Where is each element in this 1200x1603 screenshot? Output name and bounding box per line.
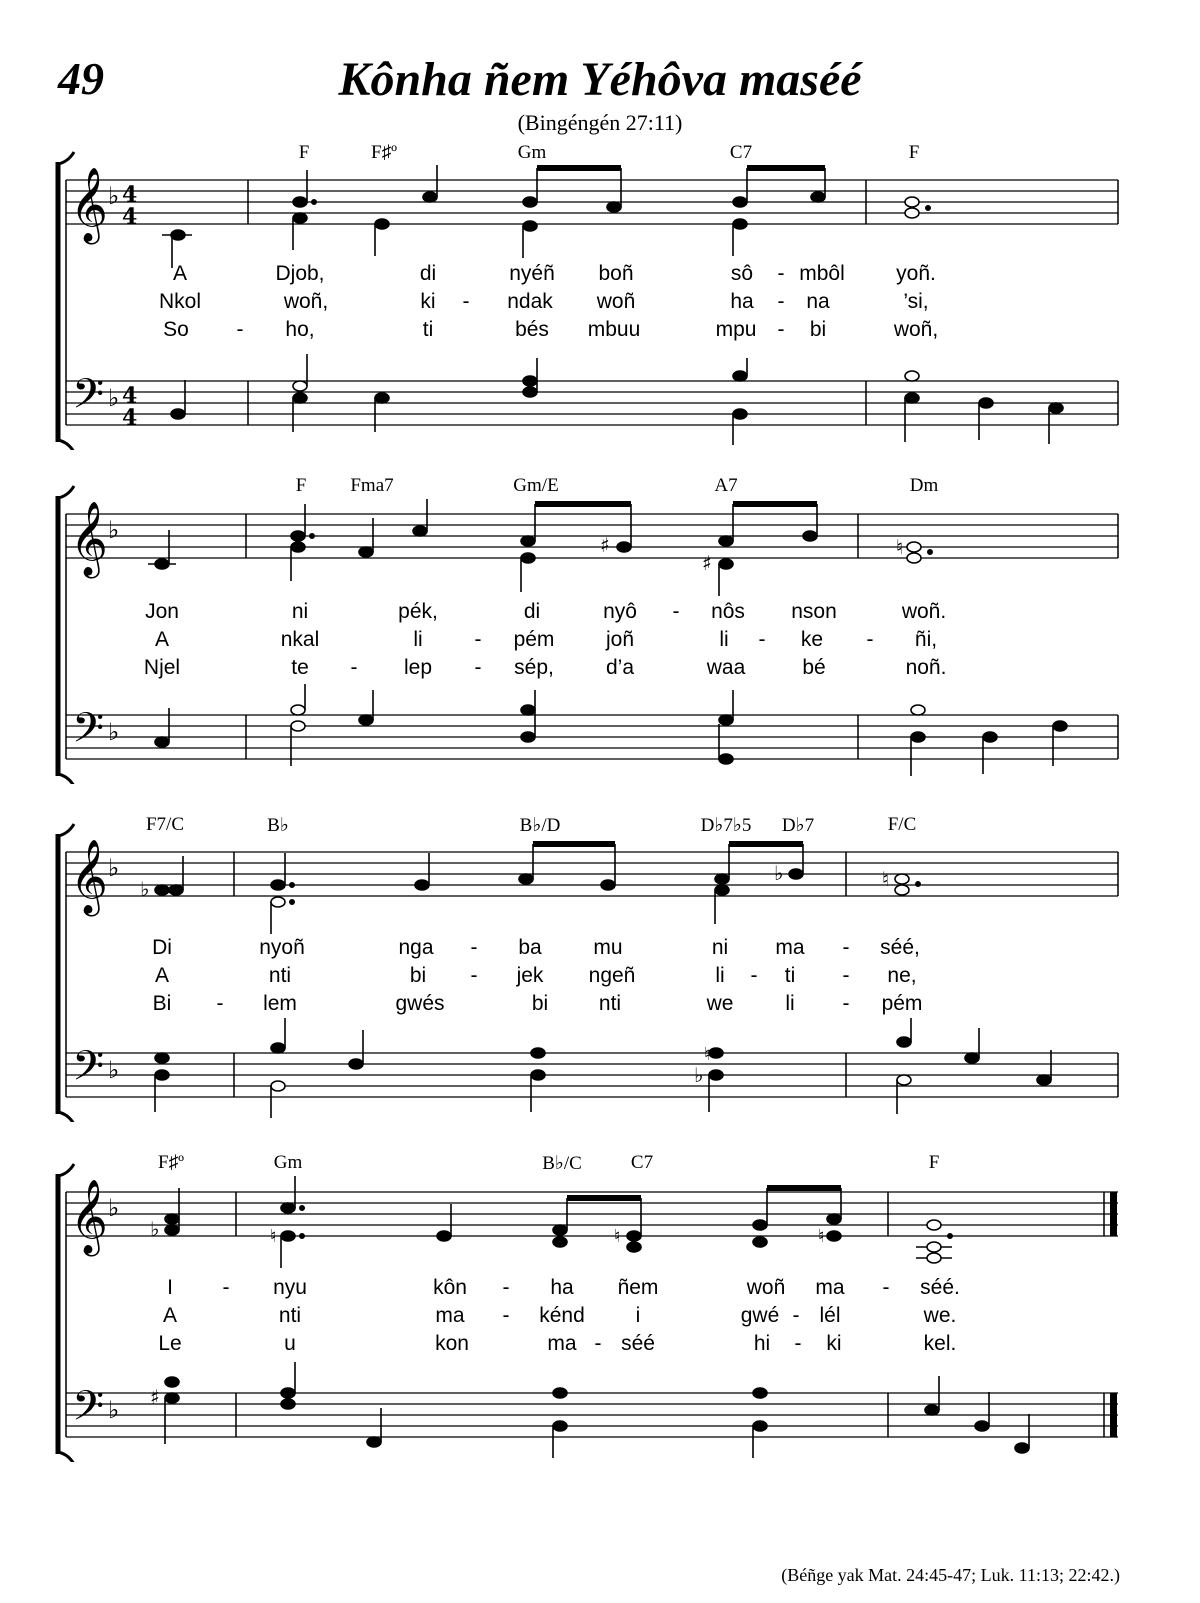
lyric-syllable: - bbox=[882, 1276, 890, 1299]
lyric-syllable: joñ bbox=[605, 628, 635, 651]
lyric-syllable: ha bbox=[550, 1276, 574, 1299]
lyric-syllable: A bbox=[172, 262, 188, 285]
chord-symbol: Dm bbox=[909, 475, 939, 496]
lyric-syllable: sép, bbox=[514, 656, 554, 679]
bass-clef-icon: 𝄢 bbox=[72, 370, 105, 428]
chord-symbol: D♭7♭5 bbox=[700, 815, 752, 836]
lyric-syllable: li bbox=[715, 964, 725, 987]
lyric-syllable: ma bbox=[775, 936, 805, 959]
lyric-syllable: bi bbox=[809, 318, 827, 341]
lyric-syllable: ba bbox=[518, 936, 542, 959]
chord-symbol: C7 bbox=[630, 1152, 654, 1173]
lyric-syllable: di bbox=[523, 600, 541, 623]
svg-text:♮: ♮ bbox=[818, 1226, 825, 1247]
chord-symbol: Gm bbox=[517, 142, 547, 163]
svg-text:♭: ♭ bbox=[108, 1396, 120, 1424]
chord-symbol: F7/C bbox=[145, 814, 185, 835]
svg-text:♮: ♮ bbox=[896, 535, 904, 559]
lyric-syllable: bi bbox=[531, 992, 549, 1015]
lyric-syllable: ki bbox=[826, 1332, 842, 1355]
lyric-syllable: bi bbox=[409, 964, 427, 987]
lyric-syllable: ñem bbox=[617, 1276, 659, 1299]
lyric-syllable: nkal bbox=[280, 628, 320, 651]
svg-text:♯: ♯ bbox=[702, 551, 712, 575]
lyric-syllable: séé bbox=[621, 1332, 655, 1355]
lyric-syllable: u bbox=[284, 1332, 296, 1355]
chord-symbol: Gm/E bbox=[513, 475, 559, 496]
lyric-syllable: - bbox=[777, 318, 785, 341]
lyric-syllable: ni bbox=[291, 600, 309, 623]
lyric-syllable: mpu bbox=[715, 318, 757, 341]
lyric-syllable: ma bbox=[547, 1332, 577, 1355]
treble-clef-icon: 𝄞 bbox=[70, 502, 108, 576]
chord-symbol: C7 bbox=[729, 142, 753, 163]
lyric-syllable: woñ, bbox=[283, 290, 329, 313]
bass-clef-icon: 𝄢 bbox=[72, 1382, 105, 1440]
lyric-syllable: jek bbox=[516, 964, 544, 987]
lyric-syllable: I bbox=[167, 1276, 173, 1299]
lyric-syllable: mbuu bbox=[587, 318, 641, 341]
lyric-syllable: noñ. bbox=[905, 656, 947, 679]
lyric-syllable: A bbox=[154, 964, 170, 987]
lyric-syllable: nôs bbox=[711, 600, 745, 623]
lyric-syllable: - bbox=[842, 992, 850, 1015]
bass-clef-icon: 𝄢 bbox=[72, 1042, 105, 1100]
lyric-syllable: Njel bbox=[143, 656, 181, 679]
svg-text:♮: ♮ bbox=[270, 1226, 277, 1247]
treble-clef-icon: 𝄞 bbox=[70, 840, 108, 914]
svg-text:♭: ♭ bbox=[108, 854, 120, 882]
chord-symbol: D♭7 bbox=[781, 815, 815, 836]
lyric-syllable: - bbox=[462, 290, 470, 313]
lyric-syllable: kénd bbox=[539, 1304, 585, 1327]
lyric-syllable: ma bbox=[435, 1304, 465, 1327]
lyric-syllable: - bbox=[594, 1332, 602, 1355]
lyric-syllable: - bbox=[672, 600, 680, 623]
svg-text:♭: ♭ bbox=[694, 1063, 704, 1087]
svg-text:♯: ♯ bbox=[150, 1385, 160, 1409]
lyric-syllable: bés bbox=[515, 318, 549, 341]
lyric-syllable: ni bbox=[711, 936, 729, 959]
lyric-syllable: nti bbox=[268, 964, 292, 987]
lyric-syllable: waa bbox=[706, 656, 746, 679]
lyric-syllable: - bbox=[794, 1332, 802, 1355]
lyric-syllable: kel. bbox=[923, 1332, 957, 1355]
svg-text:♭: ♭ bbox=[140, 877, 150, 901]
lyric-syllable: - bbox=[470, 964, 478, 987]
lyric-syllable: - bbox=[470, 936, 478, 959]
lyric-syllable: Nkol bbox=[158, 290, 202, 313]
lyric-syllable: li bbox=[785, 992, 795, 1015]
lyric-syllable: d’a bbox=[605, 656, 635, 679]
lyric-syllable: lem bbox=[263, 992, 297, 1015]
chord-symbol: F bbox=[298, 142, 310, 163]
song-title: Kônha ñem Yéhôva maséé bbox=[338, 53, 862, 106]
chord-symbol: F♯º bbox=[158, 1152, 184, 1173]
lyric-syllable: A bbox=[154, 628, 170, 651]
svg-text:♭: ♭ bbox=[108, 384, 120, 412]
svg-text:4: 4 bbox=[122, 182, 138, 208]
svg-text:♮: ♮ bbox=[882, 867, 890, 891]
svg-text:4: 4 bbox=[122, 405, 138, 431]
lyric-syllable: - bbox=[842, 936, 850, 959]
lyric-syllable: Jon bbox=[145, 600, 179, 623]
lyric-syllable: we bbox=[706, 992, 734, 1015]
svg-text:♮: ♮ bbox=[704, 1044, 711, 1065]
lyric-syllable: Di bbox=[152, 936, 172, 959]
song-number: 49 bbox=[58, 53, 104, 104]
chord-symbol: Fma7 bbox=[350, 475, 394, 496]
lyric-syllable: ki bbox=[420, 290, 436, 313]
scripture-reference: (Bingéngén 27:11) bbox=[517, 110, 683, 135]
lyric-syllable: i bbox=[635, 1304, 641, 1327]
lyric-syllable: nson bbox=[791, 600, 837, 623]
lyric-syllable: So bbox=[163, 318, 189, 341]
lyric-syllable: nyoñ bbox=[259, 936, 305, 959]
lyric-syllable: A bbox=[162, 1304, 178, 1327]
chord-symbol: B♭/D bbox=[519, 815, 561, 836]
lyric-syllable: woñ. bbox=[901, 600, 947, 623]
lyric-syllable: ñi, bbox=[914, 628, 938, 651]
lyric-syllable: - bbox=[222, 1276, 230, 1299]
lyric-syllable: pém bbox=[881, 992, 923, 1015]
lyric-syllable: - bbox=[866, 628, 874, 651]
lyric-syllable: ti bbox=[784, 964, 796, 987]
lyric-syllable: Bi bbox=[152, 992, 172, 1015]
lyric-syllable: kôn bbox=[433, 1276, 467, 1299]
chord-symbol: F bbox=[928, 1152, 940, 1173]
lyric-syllable: na bbox=[806, 290, 830, 313]
lyric-syllable: Djob, bbox=[275, 262, 325, 285]
chord-symbol: A7 bbox=[714, 475, 738, 496]
lyric-syllable: ha bbox=[730, 290, 754, 313]
treble-clef-icon: 𝄞 bbox=[70, 1180, 108, 1254]
lyric-syllable: - bbox=[777, 262, 785, 285]
lyric-syllable: yoñ. bbox=[896, 262, 936, 285]
lyric-syllable: boñ bbox=[598, 262, 634, 285]
lyric-syllable: - bbox=[236, 318, 244, 341]
lyric-syllable: gwé bbox=[740, 1304, 780, 1327]
lyric-syllable: hi bbox=[753, 1332, 771, 1355]
lyric-syllable: li bbox=[413, 628, 423, 651]
lyric-syllable: ke bbox=[800, 628, 824, 651]
bass-clef-icon: 𝄢 bbox=[72, 704, 105, 762]
lyric-syllable: lél bbox=[819, 1304, 841, 1327]
chord-symbol: F bbox=[908, 142, 920, 163]
lyric-syllable: nga bbox=[398, 936, 434, 959]
lyric-syllable: séé. bbox=[920, 1276, 960, 1299]
chord-symbol: B♭ bbox=[267, 815, 289, 836]
lyric-syllable: bé bbox=[802, 656, 826, 679]
chord-symbol: Gm bbox=[273, 1152, 303, 1173]
lyric-syllable: pém bbox=[513, 628, 555, 651]
lyric-syllable: sô bbox=[730, 262, 754, 285]
chord-symbol: F bbox=[295, 475, 307, 496]
svg-text:♭: ♭ bbox=[108, 718, 120, 746]
svg-text:♭: ♭ bbox=[108, 1194, 120, 1222]
lyric-syllable: we. bbox=[923, 1304, 957, 1327]
music-staves bbox=[0, 484, 1200, 784]
lyric-syllable: Le bbox=[158, 1332, 182, 1355]
lyric-syllable: - bbox=[758, 628, 766, 651]
chord-symbol: B♭/C bbox=[542, 1153, 582, 1174]
lyric-syllable: - bbox=[350, 656, 358, 679]
treble-clef-icon: 𝄞 bbox=[70, 168, 108, 242]
svg-text:♭: ♭ bbox=[108, 516, 120, 544]
lyric-syllable: mu bbox=[593, 936, 623, 959]
lyric-syllable: nyéñ bbox=[509, 262, 555, 285]
lyric-syllable: nti bbox=[598, 992, 622, 1015]
lyric-syllable: - bbox=[777, 290, 785, 313]
lyric-syllable: - bbox=[750, 964, 758, 987]
lyric-syllable: ne, bbox=[887, 964, 917, 987]
lyric-syllable: séé, bbox=[880, 936, 920, 959]
lyric-syllable: - bbox=[842, 964, 850, 987]
lyric-syllable: te bbox=[291, 656, 309, 679]
svg-text:♭: ♭ bbox=[108, 1056, 120, 1084]
footer-references: (Béñge yak Mat. 24:45-47; Luk. 11:13; 22:42.) bbox=[781, 1565, 1120, 1585]
lyric-syllable: nti bbox=[278, 1304, 302, 1327]
lyric-syllable: ho, bbox=[285, 318, 315, 341]
lyric-syllable: - bbox=[216, 992, 224, 1015]
lyric-syllable: kon bbox=[435, 1332, 469, 1355]
lyric-syllable: ma bbox=[815, 1276, 845, 1299]
lyric-syllable: - bbox=[792, 1304, 800, 1327]
lyric-syllable: woñ bbox=[596, 290, 636, 313]
lyric-syllable: mbôl bbox=[799, 262, 845, 285]
svg-text:♯: ♯ bbox=[600, 533, 610, 557]
svg-text:4: 4 bbox=[122, 204, 138, 230]
svg-text:♮: ♮ bbox=[614, 1226, 621, 1247]
svg-text:♭: ♭ bbox=[108, 182, 120, 210]
chord-symbol: F/C bbox=[887, 814, 917, 835]
lyric-syllable: woñ, bbox=[893, 318, 939, 341]
lyric-syllable: li bbox=[719, 628, 729, 651]
lyric-syllable: nyu bbox=[273, 1276, 307, 1299]
lyric-syllable: gwés bbox=[395, 992, 445, 1015]
lyric-syllable: - bbox=[502, 1276, 510, 1299]
lyric-syllable: ndak bbox=[507, 290, 553, 313]
svg-text:4: 4 bbox=[122, 383, 138, 409]
chord-symbol: F♯º bbox=[371, 142, 397, 163]
svg-text:♭: ♭ bbox=[150, 1217, 160, 1241]
lyric-syllable: lep bbox=[403, 656, 433, 679]
lyric-syllable: di bbox=[419, 262, 437, 285]
lyric-syllable: - bbox=[474, 628, 482, 651]
music-staves bbox=[0, 1162, 1200, 1462]
lyric-syllable: woñ bbox=[746, 1276, 786, 1299]
lyric-syllable: nyô bbox=[603, 600, 637, 623]
lyric-syllable: - bbox=[502, 1304, 510, 1327]
lyric-syllable: ’si, bbox=[903, 290, 929, 313]
lyric-syllable: - bbox=[474, 656, 482, 679]
lyric-syllable: pék, bbox=[398, 600, 438, 623]
lyric-syllable: ti bbox=[422, 318, 434, 341]
lyric-syllable: ngeñ bbox=[588, 964, 636, 987]
svg-text:♭: ♭ bbox=[774, 861, 784, 885]
